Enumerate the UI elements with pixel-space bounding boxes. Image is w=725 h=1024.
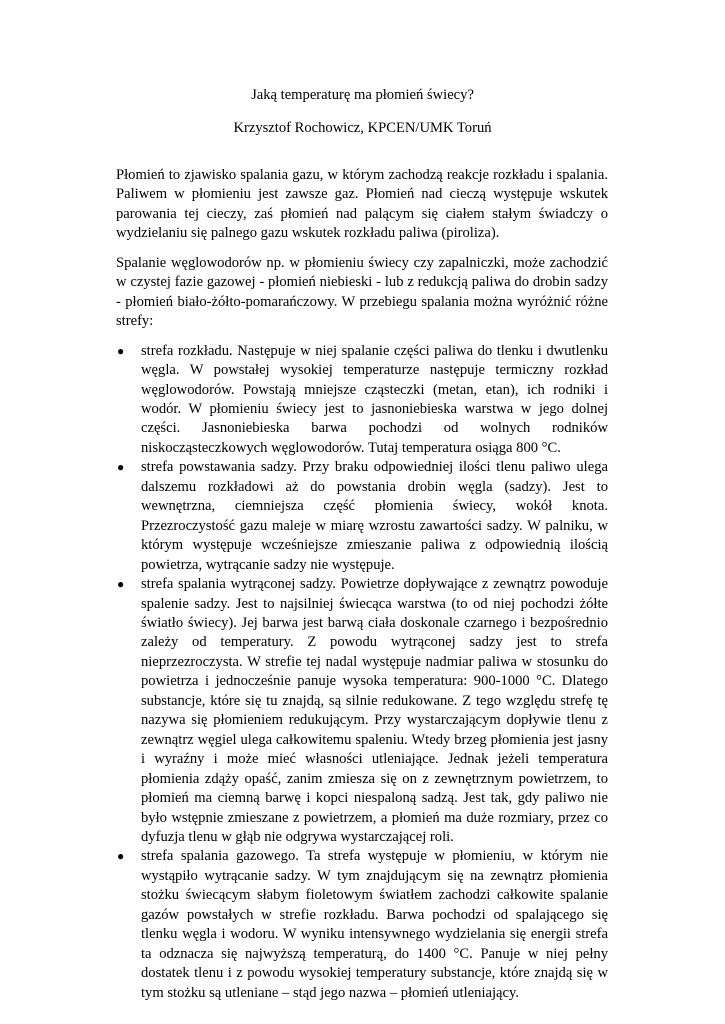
bullet-icon: ● xyxy=(117,343,125,358)
bullet-icon: ● xyxy=(117,460,125,475)
document-title: Jaką temperaturę ma płomień świecy? xyxy=(251,87,474,103)
bullet-icon: ● xyxy=(117,849,125,864)
list-item-text: strefa spalania gazowego. Ta strefa występuje w płomieniu, w którym nie wystąpiło wytrącanie sadzy. W tym znajdującym się na zewnątrz płomienia stożku świecącym słabym fioletowym światłem zachodzi całkowite spalanie gazów powstałych w strefie rozkładu. Barwa pochodzi od spalającego się tlenku węgla i wodoru. W wyniku intensywnego wydzielania się energii strefa ta odznacza się najwyższą temperaturą, do 1400 °C. Panuje w niej pełny dostatek tlenu i z powodu wysokiej temperatury substancje, które znajdą się w tym stożku są utleniane – stąd jego nazwa – płomień utleniający. xyxy=(141,848,608,1001)
document-author: Krzysztof Rochowicz, KPCEN/UMK Toruń xyxy=(233,120,492,136)
list-item xyxy=(116,342,608,459)
flame-zones-list xyxy=(116,342,608,1003)
bullet-icon: ● xyxy=(117,577,125,592)
paragraph-intro: Płomień to zjawisko spalania gazu, w którym zachodzą reakcje rozkładu i spalania. Paliwem w płomieniu jest zawsze gaz. Płomień nad cieczą występuje wskutek parowania tej cieczy, zaś płomień nad palącym się ciałem stałym świadczy o wydzielaniu się palnego gazu wskutek rozkładu paliwa (piroliza). xyxy=(116,167,608,242)
list-item xyxy=(116,458,608,575)
list-item xyxy=(116,575,608,847)
paragraph-hydrocarbons: Spalanie węglowodorów np. w płomieniu świecy czy zapalniczki, może zachodzić w czystej fazie gazowej - płomień niebieski - lub z redukcją paliwa do drobin sadzy - płomień biało-żółto-pomarańczowy. W przebiegu spalania można wyróżnić różne strefy: xyxy=(116,254,608,330)
document-body xyxy=(116,166,608,1003)
list-item-text: strefa rozkładu. Następuje w niej spalanie części paliwa do tlenku i dwutlenku węgla. W powstałej wysokiej temperaturze następuje termiczny rozkład węglowodorów. Powstają mniejsze cząsteczki (metan, etan), ich rodniki i wodór. W płomieniu świecy jest to jasnoniebieska warstwa w jego dolnej części. Jasnoniebieska barwa pochodzi od wolnych rodników niskocząsteczkowych węglowodorów. Tutaj temperatura osiąga 800 °C. xyxy=(141,342,608,456)
list-item xyxy=(116,847,608,1003)
list-item-text: strefa spalania wytrąconej sadzy. Powietrze dopływające z zewnątrz powoduje spalenie sadzy. Jest to najsilniej świecąca warstwa (to od niej pochodzi żółte światło świecy). Jej barwa jest barwą ciała doskonale czarnego i bezpośrednio zależy od temperatury. Z powodu wytrąconej sadzy jest to strefa nieprzezroczysta. W strefie tej nadal występuje nadmiar paliwa w stosunku do powietrza i jednocześnie panuje wysoka temperatura: 900-1000 °C. Dlatego substancje, które się tu znajdą, są silnie redukowane. Z tego względu strefę tę nazywa się płomieniem redukującym. Przy wystarczającym dopływie tlenu z zewnątrz węgiel ulega całkowitemu spaleniu. Wtedy brzeg płomienia jest jasny i wyraźny i może mieć własności utleniające. Jednak jeżeli temperatura płomienia zdąży opaść, zanim zmiesza się on z zewnętrznym powietrzem, to płomień ma ciemną barwę i kopci niespaloną sadzą. Jest tak, gdy paliwo nie było wstępnie zmieszane z powietrzem, a płomień ma duże rozmiary, przez co dyfuzja tlenu w głąb nie odgrywa wystarczającej roli. xyxy=(141,576,608,845)
list-item-text: strefa powstawania sadzy. Przy braku odpowiedniej ilości tlenu paliwo ulega dalszemu rozkładowi aż do powstania drobin węgla (sadzy). Jest to wewnętrzna, ciemniejsza część płomienia świecy, wokół knota. Przezroczystość gazu maleje w miarę wzrostu zawartości sadzy. W palniku, w którym występuje wcześniejsze zmieszanie paliwa z odpowiednią ilością powietrza, wytrącanie sadzy nie występuje. xyxy=(141,459,608,573)
